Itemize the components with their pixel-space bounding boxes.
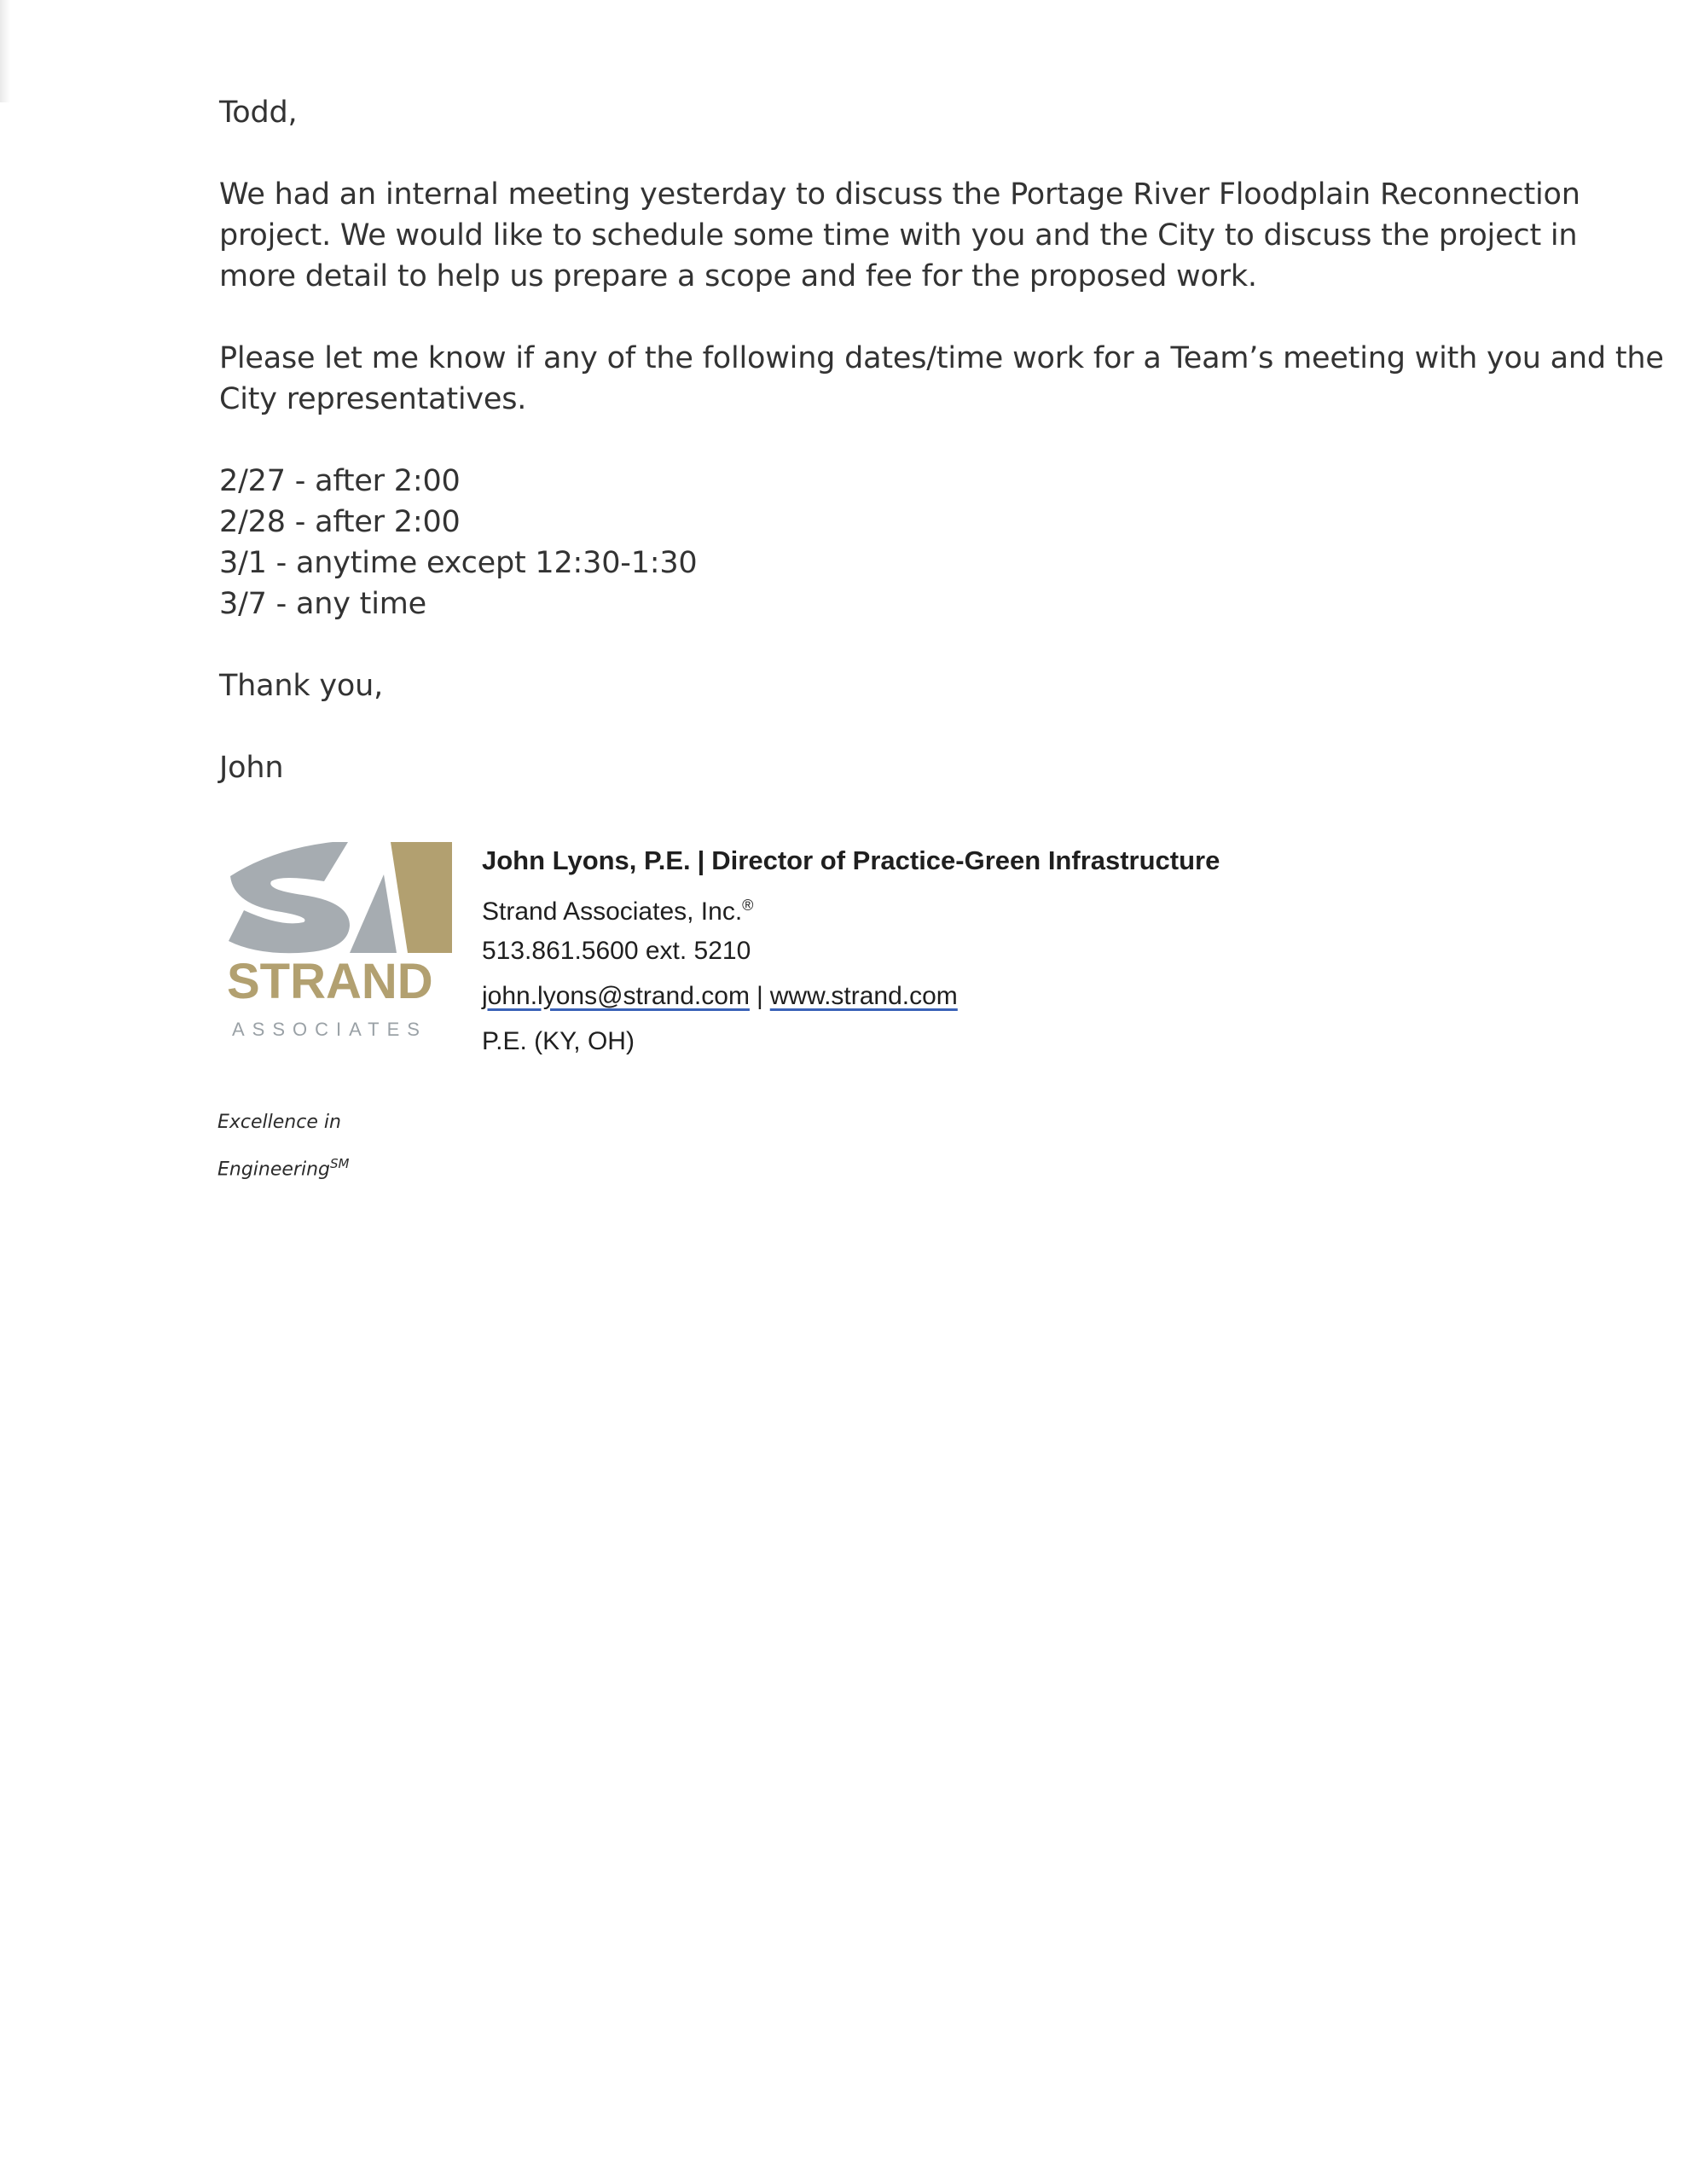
company-line xyxy=(482,883,1220,928)
logo-subtitle: ASSOCIATES xyxy=(232,1019,427,1040)
link-separator: | xyxy=(756,982,763,1010)
date-option: 3/1 - anytime except 12:30-1:30 xyxy=(219,546,698,580)
letter-body xyxy=(219,92,1664,788)
tagline-word: Engineering xyxy=(217,1159,330,1181)
paragraph-2 xyxy=(219,338,1664,420)
tagline-line-2 xyxy=(217,1143,349,1190)
closing: Thank you, xyxy=(219,669,384,703)
paragraph-1-line: project. We would like to schedule some time with you and the City to discuss the project in xyxy=(219,218,1578,253)
logo-a-shape xyxy=(350,874,397,953)
signature-name-title xyxy=(482,838,1220,883)
paragraph-2-line: City representatives. xyxy=(219,382,527,416)
date-option: 3/7 - any time xyxy=(219,587,426,621)
date-option: 2/28 - after 2:00 xyxy=(219,505,461,539)
signature-title: Director of Practice-Green Infrastructure xyxy=(711,845,1220,875)
paragraph-1-line: more detail to help us prepare a scope and fee for the proposed work. xyxy=(219,259,1257,293)
email-link[interactable]: john.lyons@strand.com xyxy=(482,982,750,1010)
tagline-line-1: Excellence in xyxy=(217,1112,341,1133)
title-separator: | xyxy=(697,845,705,875)
licenses: P.E. (KY, OH) xyxy=(482,1027,635,1055)
company-name: Strand Associates, Inc. xyxy=(482,897,743,926)
logo-s-shape xyxy=(229,842,350,953)
date-option: 2/27 - after 2:00 xyxy=(219,464,461,498)
phone-number: 513.861.5600 ext. 5210 xyxy=(482,937,751,965)
greeting: Todd, xyxy=(219,96,298,130)
tagline xyxy=(217,1102,349,1190)
registered-mark: ® xyxy=(742,897,754,914)
contact-links xyxy=(482,973,1220,1019)
service-mark: SM xyxy=(330,1156,350,1171)
website-link[interactable]: www.strand.com xyxy=(769,982,958,1010)
paragraph-1-line: We had an internal meeting yesterday to discuss the Portage River Floodplain Reconnection xyxy=(219,177,1580,212)
scan-edge xyxy=(0,0,10,102)
logo-gold-block xyxy=(391,842,452,953)
signature-block xyxy=(482,838,1220,1064)
paragraph-1 xyxy=(219,174,1601,297)
paragraph-2-line: Please let me know if any of the following dates/time work for a Team’s meeting with you and the xyxy=(219,341,1664,375)
date-list xyxy=(219,461,1601,624)
sender-first-name: John xyxy=(219,751,284,785)
signature-name: John Lyons, P.E. xyxy=(482,845,691,875)
logo-name: STRAND xyxy=(227,954,433,1009)
